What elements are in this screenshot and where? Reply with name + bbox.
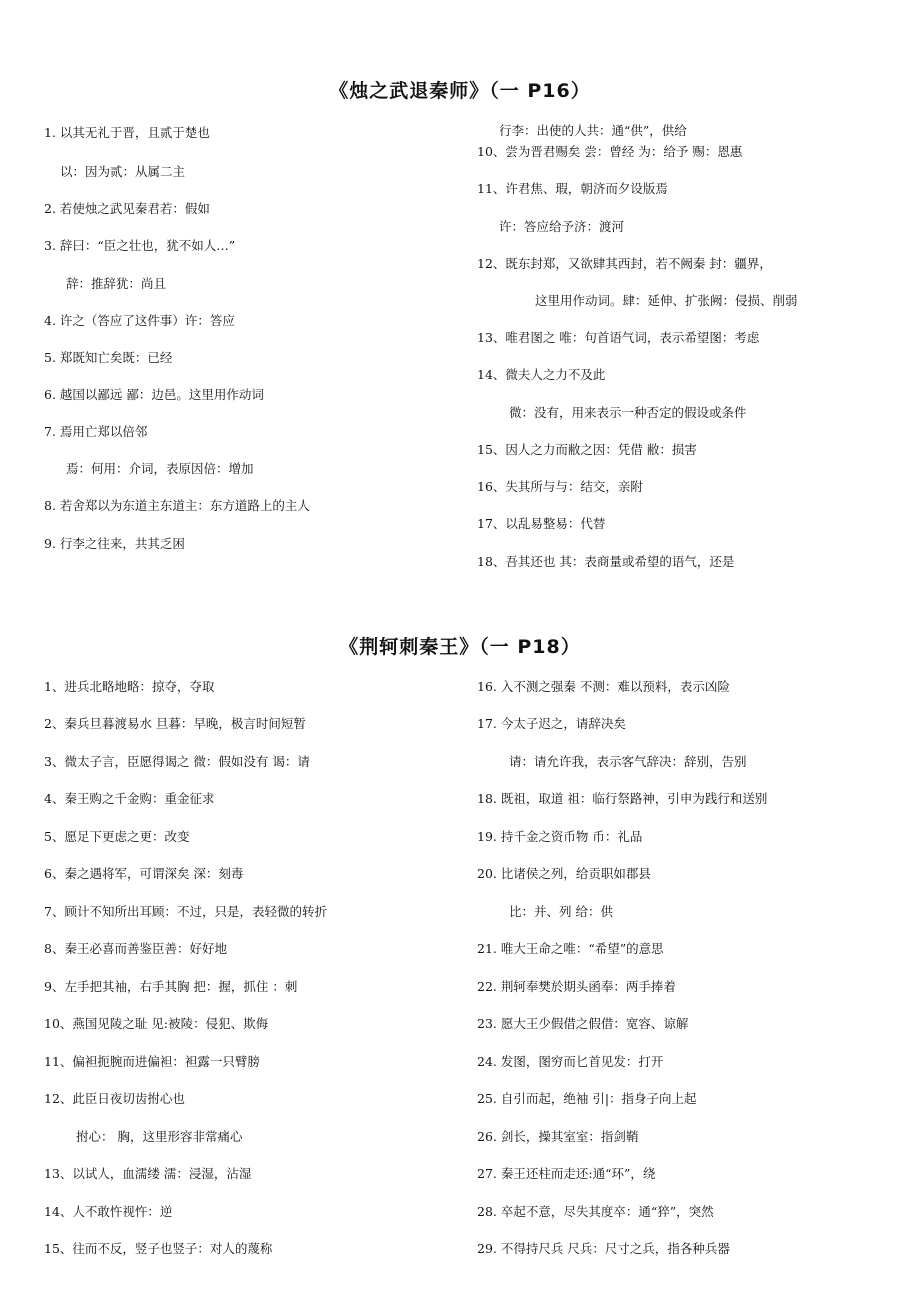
list-item: 29. 不得持尺兵 尺兵：尺寸之兵，指各种兵器 [477,1241,730,1256]
list-item: 3. 辞曰：“臣之壮也，犹不如人…” [44,238,236,253]
list-item: 24. 发图，图穷而匕首见发：打开 [477,1054,664,1069]
list-item: 12、此臣日夜切齿拊心也 [44,1091,185,1106]
list-item: 18、吾其还也 其：表商量或希望的语气，还是 [477,554,735,569]
list-item: 13、唯君图之 唯：句首语气词，表示希望图：考虑 [477,330,760,345]
list-item: 11、许君焦、瑕，朝济而夕设版焉 [477,181,668,196]
list-item: 27. 秦王还柱而走还:通“环”，绕 [477,1166,656,1181]
list-item: 4、秦王购之千金购：重金征求 [44,791,215,806]
list-item: 7. 焉用亡郑以倍邻 [44,424,148,439]
list-item: 行李：出使的人共：通“供”，供给 [499,123,687,138]
list-item: 28. 卒起不意，尽失其度卒：通“猝”，突然 [477,1204,714,1219]
list-item: 3、微太子言，臣愿得谒之 微：假如没有 谒：请 [44,754,310,769]
list-item: 25. 自引而起，绝袖 引|：指身子向上起 [477,1091,697,1106]
list-item: 9、左手把其袖，右手其胸 把：握，抓住 ：刺 [44,979,298,994]
list-item: 18. 既祖，取道 祖：临行祭路神，引申为践行和送别 [477,791,768,806]
list-item: 请：请允许我，表示客气辞决：辞别，告别 [509,754,747,769]
list-item: 15、往而不反，竖子也竖子：对人的蔑称 [44,1241,273,1256]
list-item: 4. 许之（答应了这件事）许：答应 [44,313,235,328]
list-item: 以：因为贰：从属二主 [60,164,186,179]
list-item: 7、顾计不知所出耳顾：不过，只是，表轻微的转折 [44,904,327,919]
list-item: 许：答应给予济：渡河 [499,219,625,234]
list-item: 1. 以其无礼于晋，且贰于楚也 [44,125,210,140]
list-item: 9. 行李之往来，共其乏困 [44,536,185,551]
list-item: 16、失其所与与：结交，亲附 [477,479,643,494]
list-item: 这里用作动词。肆：延伸、扩张阙：侵损、削弱 [535,293,798,308]
list-item: 13、以试人，血濡缕 濡：浸湿，沾湿 [44,1166,252,1181]
list-item: 2、秦兵旦暮渡易水 旦暮：早晚，极言时间短暂 [44,716,306,731]
list-item: 15、因人之力而敝之因：凭借 敝：损害 [477,442,697,457]
list-item: 微：没有，用来表示一种否定的假设或条件 [509,405,747,420]
list-item: 1、进兵北略地略：掠夺，夺取 [44,679,215,694]
list-item: 8、秦王必喜而善鉴臣善：好好地 [44,941,227,956]
list-item: 8. 若舍郑以为东道主东道主：东方道路上的主人 [44,498,310,513]
list-item: 12、既东封郑，又欲肆其西封，若不阙秦 封：疆界， [477,256,772,271]
list-item: 14、人不敢忤视忤：逆 [44,1204,173,1219]
section1-title: 《烛之武退秦师》（一 P16） [329,80,591,102]
section2-title: 《荆轲刺秦王》（一 P18） [339,636,581,658]
list-item: 16. 入不测之强秦 不测：难以预料，表示凶险 [477,679,730,694]
list-item: 11、偏袒扼腕而进偏袒：袒露一只臂膀 [44,1054,260,1069]
list-item: 5、愿足下更虑之更：改变 [44,829,190,844]
list-item: 17. 今太子迟之，请辞决矣 [477,716,626,731]
list-item: 2. 若使烛之武见秦君若：假如 [44,201,210,216]
list-item: 5. 郑既知亡矣既：已经 [44,350,173,365]
list-item: 21. 唯大王命之唯：“希望”的意思 [477,941,664,956]
list-item: 26. 剑长，操其室室：指剑鞘 [477,1129,639,1144]
list-item: 23. 愿大王少假借之假借：宽容、谅解 [477,1016,689,1031]
list-item: 6、秦之遇将军，可谓深矣 深：刻毒 [44,866,244,881]
list-item: 10、燕国见陵之耻 见:被陵：侵犯、欺侮 [44,1016,269,1031]
list-item: 22. 荆轲奉樊於期头函奉：两手捧着 [477,979,676,994]
list-item: 辞：推辞犹：尚且 [66,276,167,291]
list-item: 20. 比诸侯之列，给贡职如郡县 [477,866,651,881]
list-item: 拊心： 胸，这里形容非常痛心 [76,1129,243,1144]
list-item: 6. 越国以鄙远 鄙：边邑。这里用作动词 [44,387,264,402]
list-item: 比：并、列 给：供 [509,904,613,919]
list-item: 焉：何用：介词，表原因倍：增加 [66,461,254,476]
list-item: 17、以乱易整易：代替 [477,516,606,531]
list-item: 14、微夫人之力不及此 [477,367,606,382]
list-item: 19. 持千金之资币物 币：礼品 [477,829,643,844]
list-item: 10、尝为晋君赐矣 尝：曾经 为：给予 赐：恩惠 [477,144,743,159]
